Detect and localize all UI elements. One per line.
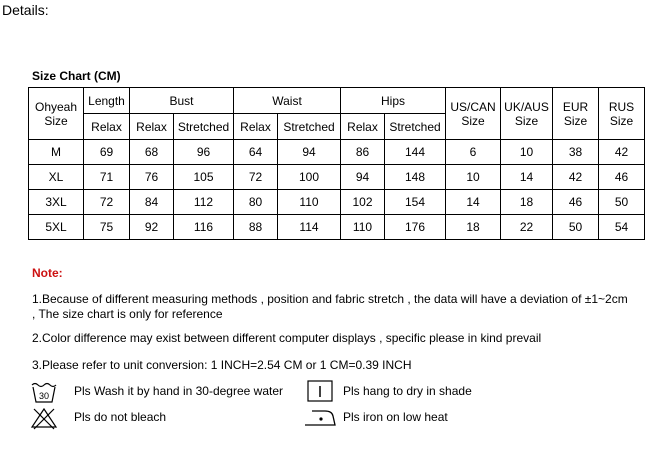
table-cell: 112 bbox=[174, 190, 234, 215]
table-cell: 72 bbox=[234, 165, 278, 190]
eur-header: EUR Size bbox=[553, 88, 599, 140]
table-cell: 64 bbox=[234, 140, 278, 165]
details-label: Details: bbox=[2, 2, 49, 18]
table-cell: 176 bbox=[385, 215, 446, 240]
table-cell: 105 bbox=[174, 165, 234, 190]
hang-dry-icon bbox=[305, 379, 335, 403]
table-cell: 116 bbox=[174, 215, 234, 240]
table-cell: 68 bbox=[130, 140, 174, 165]
table-cell: 42 bbox=[553, 165, 599, 190]
table-cell: 72 bbox=[84, 190, 130, 215]
table-cell: 18 bbox=[446, 215, 501, 240]
table-cell: 110 bbox=[341, 215, 385, 240]
table-cell: 50 bbox=[599, 190, 645, 215]
table-cell: 14 bbox=[501, 165, 553, 190]
table-cell: 54 bbox=[599, 215, 645, 240]
bust-relax-header: Relax bbox=[130, 114, 174, 140]
table-row bbox=[29, 165, 645, 190]
table-cell: 10 bbox=[446, 165, 501, 190]
iron-instruction: Pls iron on low heat bbox=[343, 410, 448, 424]
table-header-row bbox=[29, 88, 645, 114]
waist-relax-header: Relax bbox=[234, 114, 278, 140]
size-chart-title: Size Chart (CM) bbox=[32, 69, 121, 83]
table-cell: 3XL bbox=[29, 190, 84, 215]
table-cell: 5XL bbox=[29, 215, 84, 240]
waist-header: Waist bbox=[234, 88, 341, 114]
waist-stretched-header: Stretched bbox=[278, 114, 341, 140]
hips-stretched-header: Stretched bbox=[385, 114, 446, 140]
table-cell: 80 bbox=[234, 190, 278, 215]
table-cell: 92 bbox=[130, 215, 174, 240]
table-cell: 46 bbox=[599, 165, 645, 190]
table-row bbox=[29, 140, 645, 165]
table-cell: 71 bbox=[84, 165, 130, 190]
bleach-instruction: Pls do not bleach bbox=[74, 410, 167, 424]
table-cell: 144 bbox=[385, 140, 446, 165]
note-line-2: 2.Color difference may exist between different computer displays , specific please in kind prevail bbox=[32, 331, 542, 345]
table-cell: 86 bbox=[341, 140, 385, 165]
table-row bbox=[29, 190, 645, 215]
size-chart-table bbox=[28, 87, 645, 240]
table-cell: 94 bbox=[341, 165, 385, 190]
uk-aus-header: UK/AUS Size bbox=[501, 88, 553, 140]
table-cell: 75 bbox=[84, 215, 130, 240]
wash-temp-label: 30 bbox=[38, 391, 50, 401]
table-cell: 94 bbox=[278, 140, 341, 165]
table-cell: 50 bbox=[553, 215, 599, 240]
table-cell: 46 bbox=[553, 190, 599, 215]
table-row bbox=[29, 215, 645, 240]
table-cell: 100 bbox=[278, 165, 341, 190]
table-cell: 96 bbox=[174, 140, 234, 165]
table-cell: XL bbox=[29, 165, 84, 190]
table-cell: 38 bbox=[553, 140, 599, 165]
note-title: Note: bbox=[32, 266, 63, 280]
note-line-1: 1.Because of different measuring methods , position and fabric stretch , the data will have a deviation of ±1~2cm bbox=[32, 292, 628, 306]
us-can-header: US/CAN Size bbox=[446, 88, 501, 140]
length-relax-header: Relax bbox=[84, 114, 130, 140]
table-cell: 148 bbox=[385, 165, 446, 190]
table-cell: 88 bbox=[234, 215, 278, 240]
table-cell: 18 bbox=[501, 190, 553, 215]
table-cell: 154 bbox=[385, 190, 446, 215]
table-cell: 14 bbox=[446, 190, 501, 215]
bust-header: Bust bbox=[130, 88, 234, 114]
hand-wash-icon bbox=[29, 380, 59, 404]
table-cell: 110 bbox=[278, 190, 341, 215]
table-cell: 76 bbox=[130, 165, 174, 190]
wash-instruction: Pls Wash it by hand in 30-degree water bbox=[74, 384, 283, 398]
note-line-1-cont: , The size chart is only for reference bbox=[32, 307, 223, 321]
note-line-3: 3.Please refer to unit conversion: 1 INCH=2.54 CM or 1 CM=0.39 INCH bbox=[32, 358, 412, 372]
bust-stretched-header: Stretched bbox=[174, 114, 234, 140]
table-cell: 6 bbox=[446, 140, 501, 165]
hips-relax-header: Relax bbox=[341, 114, 385, 140]
table-cell: 114 bbox=[278, 215, 341, 240]
table-cell: 10 bbox=[501, 140, 553, 165]
iron-low-heat-icon bbox=[303, 405, 337, 429]
rus-header: RUS Size bbox=[599, 88, 645, 140]
table-cell: 42 bbox=[599, 140, 645, 165]
table-cell: 84 bbox=[130, 190, 174, 215]
hips-header: Hips bbox=[341, 88, 446, 114]
hang-dry-instruction: Pls hang to dry in shade bbox=[343, 384, 472, 398]
table-cell: 69 bbox=[84, 140, 130, 165]
table-cell: 102 bbox=[341, 190, 385, 215]
size-column-header: Ohyeah Size bbox=[29, 88, 84, 140]
table-cell: 22 bbox=[501, 215, 553, 240]
length-header: Length bbox=[84, 88, 130, 114]
table-cell: M bbox=[29, 140, 84, 165]
do-not-bleach-icon bbox=[29, 406, 59, 430]
